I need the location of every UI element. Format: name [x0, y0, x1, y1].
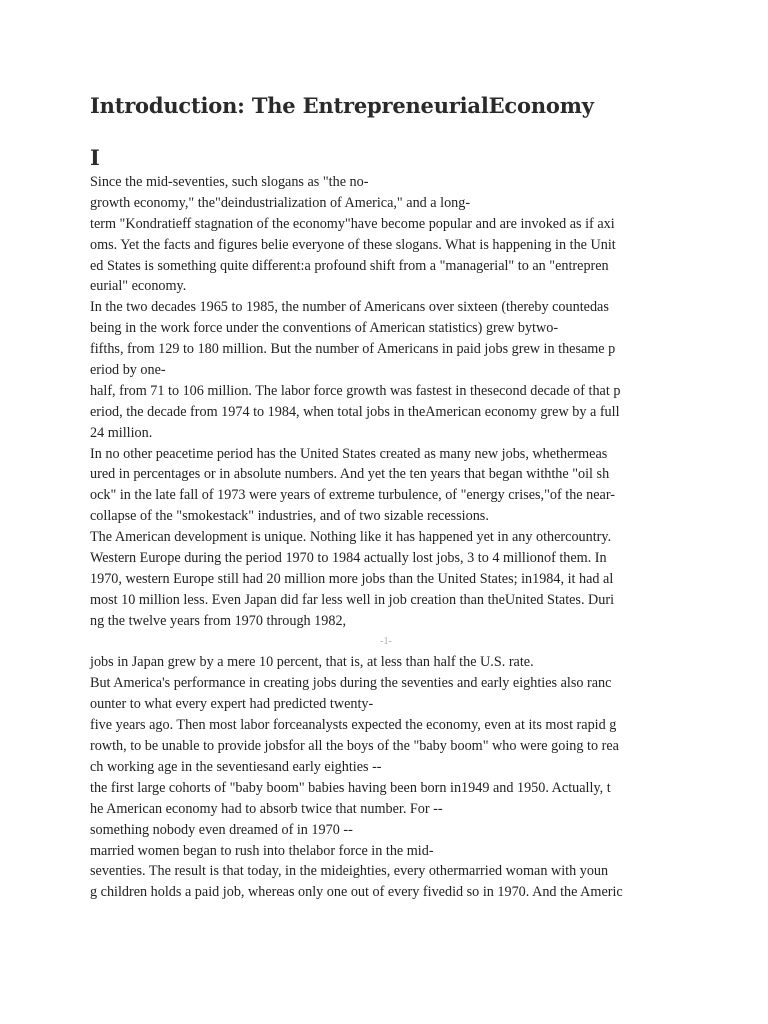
text-line: rowth, to be unable to provide jobsfor all the boys of the "baby boom" who were going to rea: [90, 738, 619, 755]
text-line: something nobody even dreamed of in 1970 --: [90, 821, 353, 838]
text-line: ock" in the late fall of 1973 were years of extreme turbulence, of "energy crises,"of the near-: [90, 487, 615, 504]
text-line: the first large cohorts of "baby boom" babies having been born in1949 and 1950. Actually, t: [90, 779, 611, 796]
text-line: ng the twelve years from 1970 through 1982,: [90, 612, 347, 629]
text-line: fifths, from 129 to 180 million. But the number of Americans in paid jobs grew in thesame p: [90, 341, 616, 358]
text-line: eurial" economy.: [90, 278, 187, 295]
text-line: five years ago. Then most labor forceanalysts expected the economy, even at its most rapid g: [90, 717, 617, 734]
page-title: Introduction: The EntrepreneurialEconomy: [90, 93, 594, 118]
text-line: growth economy," the"deindustrialization of America," and a long-: [90, 194, 471, 211]
text-line: being in the work force under the conventions of American statistics) grew bytwo-: [90, 320, 559, 337]
page-number: -1-: [380, 635, 392, 647]
text-line: ed States is something quite different:a profound shift from a "managerial" to an "entrepren: [90, 257, 609, 274]
text-line: collapse of the "smokestack" industries, and of two sizable recessions.: [90, 508, 489, 525]
text-block-after-break: [90, 652, 682, 903]
text-line: Since the mid-seventies, such slogans as "the no-: [90, 174, 369, 190]
text-line: 1970, western Europe still had 20 million more jobs than the United States; in1984, it had al: [90, 570, 614, 587]
section-numeral: I: [90, 145, 100, 170]
text-line: The American development is unique. Nothing like it has happened yet in any othercountry.: [90, 529, 612, 546]
text-line: ured in percentages or in absolute numbers. And yet the ten years that began withthe "oil sh: [90, 466, 610, 483]
text-line: In the two decades 1965 to 1985, the number of Americans over sixteen (thereby countedas: [90, 299, 609, 316]
text-line: married women began to rush into thelabor force in the mid-: [90, 842, 434, 859]
text-line: g children holds a paid job, whereas only one out of every fivedid so in 1970. And the Americ: [90, 884, 623, 901]
text-line: In no other peacetime period has the United States created as many new jobs, whethermeas: [90, 445, 608, 462]
text-line: But America's performance in creating jobs during the seventies and early eighties also ranc: [90, 675, 612, 692]
text-line: eriod by one-: [90, 362, 166, 379]
document-page: [90, 86, 682, 903]
text-block-before-break: [90, 172, 682, 632]
text-line: term "Kondratieff stagnation of the economy"have become popular and are invoked as if axi: [90, 215, 615, 232]
text-line: ounter to what every expert had predicted twenty-: [90, 696, 374, 713]
text-line: oms. Yet the facts and figures belie everyone of these slogans. What is happening in the Unit: [90, 236, 616, 253]
text-line: ch working age in the seventiesand early eighties --: [90, 758, 382, 775]
text-line: most 10 million less. Even Japan did far less well in job creation than theUnited States. Duri: [90, 591, 615, 608]
text-line: seventies. The result is that today, in the mideighties, every othermarried woman with youn: [90, 863, 609, 880]
text-line: eriod, the decade from 1974 to 1984, when total jobs in theAmerican economy grew by a full: [90, 403, 620, 420]
text-line: jobs in Japan grew by a mere 10 percent, that is, at less than half the U.S. rate.: [90, 654, 534, 671]
text-line: 24 million.: [90, 424, 153, 441]
text-line: he American economy had to absorb twice that number. For --: [90, 800, 443, 817]
body-text: [90, 172, 682, 903]
text-line: half, from 71 to 106 million. The labor force growth was fastest in thesecond decade of that p: [90, 382, 621, 399]
text-line: Western Europe during the period 1970 to 1984 actually lost jobs, 3 to 4 millionof them. In: [90, 550, 607, 567]
